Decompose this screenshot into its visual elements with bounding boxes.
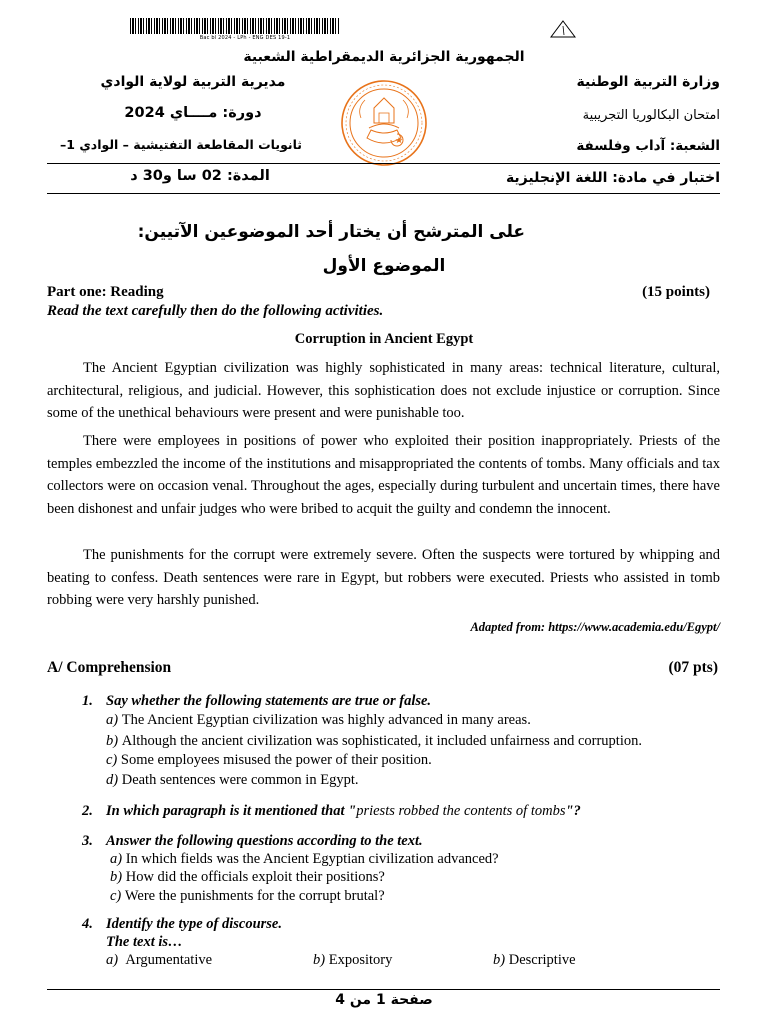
barcode	[130, 18, 340, 34]
duration-label: المدة: 02 سا و30 د	[130, 168, 270, 184]
part-one-title: Part one: Reading	[47, 284, 164, 300]
q4-option: b) Descriptive	[493, 952, 576, 968]
header-rule-bottom	[47, 193, 720, 194]
text-title: Corruption in Ancient Egypt	[294, 331, 474, 347]
q1-item: c) Some employees misused the power of their position.	[106, 752, 432, 768]
q3-prompt: Answer the following questions according to the text.	[106, 833, 423, 849]
comprehension-points: (07 pts)	[668, 659, 718, 676]
q4-option: a) Argumentative	[106, 952, 213, 968]
directorate-name: مديرية التربية لولاية الوادي	[100, 74, 286, 90]
session-label: دورة: مــــاي 2024	[124, 105, 262, 121]
q1-item: d) Death sentences were common in Egypt.	[106, 772, 359, 788]
part-one-instruction: Read the text carefully then do the following activities.	[47, 303, 384, 319]
q1-item: a) The Ancient Egyptian civilization was highly advanced in many areas.	[106, 712, 531, 728]
q3-item: b) How did the officials exploit their positions?	[110, 869, 385, 885]
q2-number: 2.	[82, 803, 93, 819]
q4-lead: The text is…	[106, 934, 183, 950]
national-emblem-icon	[339, 78, 429, 168]
q3-number: 3.	[82, 833, 93, 849]
exam-name: امتحان البكالوريا التجريبية	[582, 108, 720, 123]
q1-item: b) Although the ancient civilization was sophisticated, it included unfairness and corruption.	[106, 733, 642, 749]
q4-number: 4.	[82, 916, 93, 932]
schools-label: ثانويات المقاطعة التفتيشية – الوادي 1–	[60, 137, 302, 152]
part-one-points: (15 points)	[642, 284, 710, 300]
comprehension-title: A/ Comprehension	[47, 659, 172, 676]
q4-option: b) Expository	[313, 952, 393, 968]
subject-label: اختبار في مادة: اللغة الإنجليزية	[505, 170, 720, 186]
republic-title: الجمهورية الجزائرية الديمقراطية الشعبية	[243, 49, 525, 65]
source-citation: Adapted from: https://www.academia.edu/Egypt/	[470, 620, 720, 634]
q3-item: a) In which fields was the Ancient Egyptian civilization advanced?	[110, 851, 499, 867]
paragraph-3: The punishments for the corrupt were extremely severe. Often the suspects were tortured by whipping and beating to confess. Death sentences were rare in Egypt, but robbers were executed. Priests who assisted in tomb robbing were very harshly punished.	[47, 547, 720, 608]
q1-prompt: Say whether the following statements are true or false.	[106, 693, 432, 709]
paragraph-1: The Ancient Egyptian civilization was highly sophisticated in many areas: technical literature, cultural, architectural, religious, and judicial. However, this sophistication does not exclude injustice or corruption. Since some of the unethical behaviours were present and were punishable too.	[47, 360, 720, 421]
stream-label: الشعبة: آداب وفلسفة	[576, 138, 720, 154]
choose-instruction: على المترشح أن يختار أحد الموضوعين الآتيين:	[137, 222, 525, 242]
q1-number: 1.	[82, 693, 93, 709]
page-number: صفحة 1 من 4	[335, 992, 433, 1008]
q2-prompt: In which paragraph is it mentioned that "priests robbed the contents of tombs"?	[106, 803, 581, 819]
barcode-caption: Bac bl 2024 - LPh - ENG DES 19-1	[199, 35, 291, 41]
footer-rule	[47, 989, 720, 990]
topic-title: الموضوع الأول	[322, 256, 446, 276]
paragraph-2: There were employees in positions of power who exploited their position inappropriately. Priests of the temples embezzled the income of the institutions and misappropriated the contents of tombs. Many officials and tax collectors were on occasion venal. Throughout the ages, especially during turbulent and uncertain times, there have been dishonest and unfair judges who were bribed to acquit the guilty and condemn the innocent.	[47, 433, 720, 517]
q3-item: c) Were the punishments for the corrupt brutal?	[110, 888, 385, 904]
header-rule-top	[47, 163, 720, 164]
q2-quote: priests robbed the contents of tombs	[356, 803, 566, 819]
ministry-name: وزارة التربية الوطنية	[576, 74, 720, 90]
warning-triangle-icon	[550, 20, 576, 38]
q4-prompt: Identify the type of discourse.	[106, 916, 282, 932]
